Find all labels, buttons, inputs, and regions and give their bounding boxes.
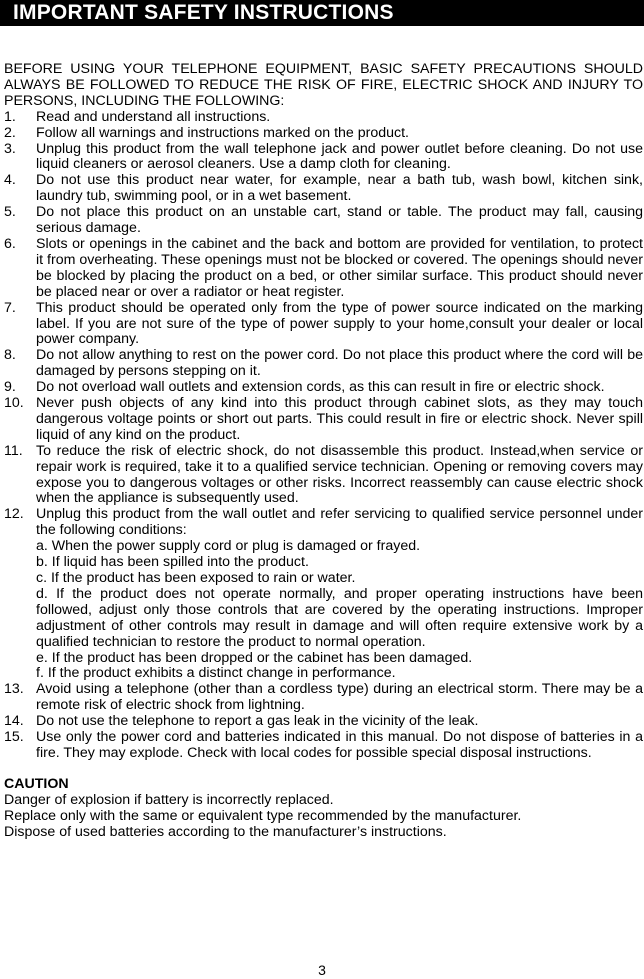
item-number: 8. bbox=[4, 347, 16, 364]
condition-d: d. If the product does not operate normally, and proper operating instructions have been followed, adjust only those controls that are covered by the operating instructions. Improper adjustment of other controls may result in damage and will often require extensive work by a qualified technician to restore the product to normal operation. bbox=[36, 585, 643, 650]
instruction-item-8 bbox=[4, 348, 643, 380]
item-number: 12. bbox=[4, 506, 24, 523]
instruction-item-2 bbox=[4, 126, 643, 142]
item-number: 2. bbox=[4, 124, 16, 141]
item-text: Do not use this product near water, for example, near a bath tub, wash bowl, kitchen sink, laundry tub, swimming pool, or in a wet basement. bbox=[36, 172, 643, 205]
item-text: Do not overload wall outlets and extension cords, as this can result in fire or electric shock. bbox=[36, 379, 605, 396]
item-number: 1. bbox=[4, 108, 16, 125]
caution-heading: CAUTION bbox=[4, 775, 69, 792]
item-text: Slots or openings in the cabinet and the back and bottom are provided for ventilation, to protect it from overheating. These openings must not be blocked or covered. The openings should never be blocked by placing the product on a bed, or other similar surface. This product should never be placed near or over a radiator or heat register. bbox=[36, 235, 643, 300]
caution-line: Dispose of used batteries according to the manufacturer’s instructions. bbox=[4, 823, 447, 840]
instruction-item-9 bbox=[4, 380, 643, 396]
caution-section bbox=[4, 777, 643, 841]
item-number: 7. bbox=[4, 299, 16, 316]
instruction-item-10 bbox=[4, 396, 643, 444]
page-number: 3 bbox=[318, 962, 326, 978]
item-number: 14. bbox=[4, 713, 24, 730]
item-text: Read and understand all instructions. bbox=[36, 108, 271, 125]
item-text: Avoid using a telephone (other than a cordless type) during an electrical storm. There may be a remote risk of electric shock from lightning. bbox=[36, 681, 643, 714]
instruction-item-14 bbox=[4, 714, 643, 730]
instruction-item-15 bbox=[4, 730, 643, 762]
condition-c: c. If the product has been exposed to rain or water. bbox=[36, 570, 356, 586]
caution-line: Danger of explosion if battery is incorrectly replaced. bbox=[4, 791, 334, 808]
item-text: Use only the power cord and batteries indicated in this manual. Do not dispose of batteries in a fire. They may explode. Check with local codes for possible special disposal instructions. bbox=[36, 729, 643, 761]
item-number: 3. bbox=[4, 140, 16, 157]
item-text: Never push objects of any kind into this product through cabinet slots, as they may touch dangerous voltage points or short out parts. This could result in fire or electric shock. Never spill liquid of any kind on the product. bbox=[36, 395, 643, 443]
item-text: Do not use the telephone to report a gas leak in the vicinity of the leak. bbox=[36, 713, 479, 730]
instruction-item-7 bbox=[4, 301, 643, 349]
instruction-item-5 bbox=[4, 205, 643, 237]
instruction-item-11 bbox=[4, 444, 643, 508]
item-number: 9. bbox=[4, 379, 16, 396]
instruction-item-6 bbox=[4, 237, 643, 301]
condition-e: e. If the product has been dropped or the cabinet has been damaged. bbox=[36, 649, 473, 666]
condition-b: b. If liquid has been spilled into the product. bbox=[36, 554, 309, 571]
instruction-item-13 bbox=[4, 682, 643, 714]
header-bar bbox=[0, 0, 644, 26]
condition-f: f. If the product exhibits a distinct change in performance. bbox=[36, 665, 396, 682]
intro-paragraph: BEFORE USING YOUR TELEPHONE EQUIPMENT, BASIC SAFETY PRECAUTIONS SHOULD ALWAYS BE FOLLOWED TO REDUCE THE RISK OF FIRE, ELECTRIC SHOCK AND INJURY TO PERSONS, INCLUDING THE FOLLOWING: bbox=[4, 61, 643, 109]
item-text: Do not place this product on an unstable cart, stand or table. The product may fall, causing serious damage. bbox=[36, 204, 643, 237]
item-text: Follow all warnings and instructions marked on the product. bbox=[36, 124, 410, 141]
item-text: To reduce the risk of electric shock, do not disassemble this product. Instead,when service or repair work is required, take it to a qualified service technician. Opening or removing covers may expose you to dangerous voltages or other risks. Incorrect reassembly can cause electric shock when the appliance is subsequently used. bbox=[36, 442, 643, 507]
item-number: 5. bbox=[4, 204, 16, 221]
item-number: 15. bbox=[4, 729, 24, 746]
instruction-item-3 bbox=[4, 142, 643, 174]
item-number: 10. bbox=[4, 395, 24, 412]
caution-line: Replace only with the same or equivalent type recommended by the manufacturer. bbox=[4, 807, 522, 824]
item-number: 6. bbox=[4, 235, 16, 252]
item-number: 11. bbox=[4, 442, 23, 459]
item-text: Do not allow anything to rest on the power cord. Do not place this product where the cord will be damaged by persons stepping on it. bbox=[36, 347, 643, 380]
page-title: IMPORTANT SAFETY INSTRUCTIONS bbox=[13, 1, 394, 24]
item-text: This product should be operated only from the type of power source indicated on the marking label. If you are not sure of the type of power supply to your home,consult your dealer or local power company. bbox=[36, 299, 643, 348]
instruction-item-1 bbox=[4, 110, 643, 126]
item-number: 4. bbox=[4, 172, 16, 189]
item-number: 13. bbox=[4, 681, 24, 698]
instruction-item-4 bbox=[4, 173, 643, 205]
instructions-body bbox=[4, 62, 643, 841]
item-text: Unplug this product from the wall telephone jack and power outlet before cleaning. Do not use liquid cleaners or aerosol cleaners. Use a damp cloth for cleaning. bbox=[36, 140, 643, 173]
item-text: Unplug this product from the wall outlet and refer servicing to qualified service personnel under the following conditions: bbox=[36, 506, 643, 539]
condition-a: a. When the power supply cord or plug is damaged or frayed. bbox=[36, 538, 421, 555]
instruction-item-12 bbox=[4, 507, 643, 682]
